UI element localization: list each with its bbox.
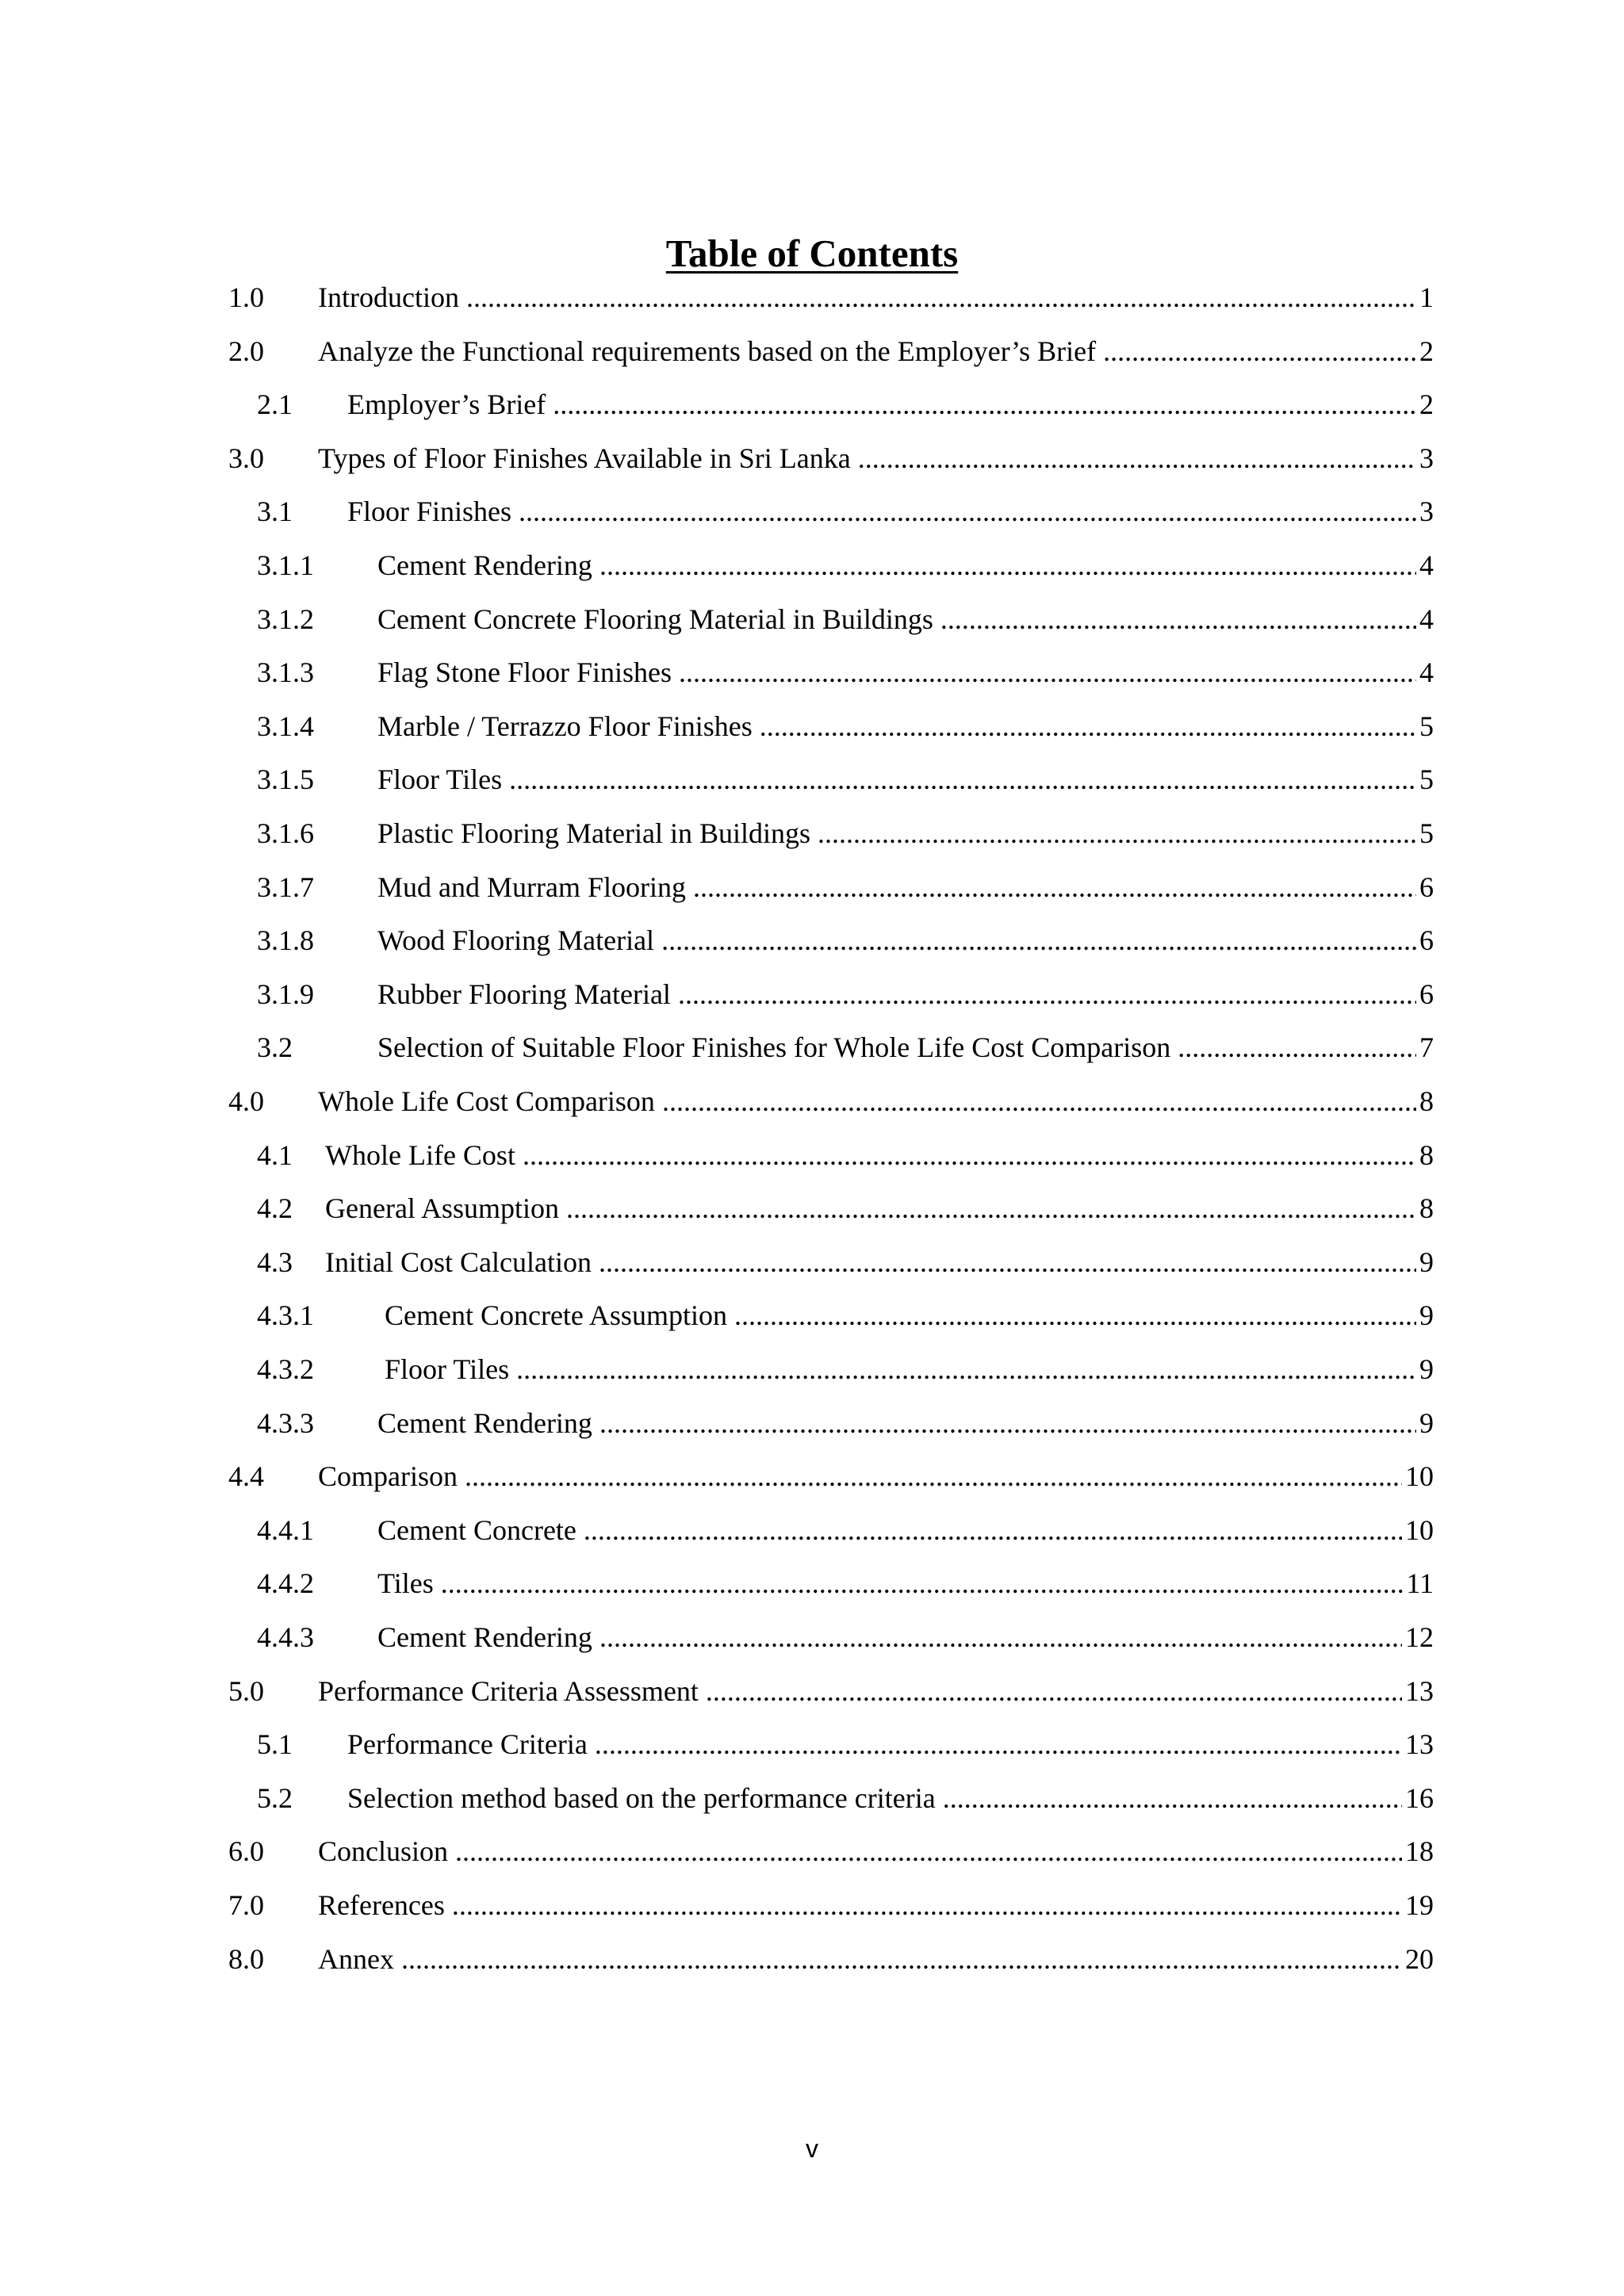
toc-entry-number: 4.1: [257, 1138, 293, 1171]
toc-entry-page: 8: [1416, 1135, 1434, 1175]
toc-entry-number: 3.1.9: [257, 978, 314, 1010]
toc-entry-title-wrap: [385, 1349, 1416, 1389]
toc-entry-page: 5: [1416, 813, 1434, 853]
toc-entry-page: 18: [1402, 1831, 1434, 1871]
toc-entry-page: 5: [1416, 760, 1434, 799]
toc-entry-page: 13: [1402, 1724, 1434, 1764]
toc-entry-title-wrap: [377, 920, 1416, 960]
toc-entry-number: 4.0: [228, 1085, 264, 1117]
toc-entry-page: 6: [1416, 920, 1434, 960]
toc-entry[interactable]: [0, 1939, 1624, 1979]
toc-entry-title: Selection method based on the performance criteria .....: [347, 1778, 1402, 1818]
toc-entry-title: Cement Concrete Flooring Material in Buildings .....: [377, 599, 1416, 639]
toc-entry[interactable]: [0, 385, 1624, 424]
toc-entry-page: 16: [1402, 1778, 1434, 1818]
toc-entry-title: Cement Concrete Assumption .....: [385, 1295, 1416, 1335]
toc-entry-number: 3.0: [228, 442, 264, 474]
toc-entry[interactable]: [0, 1295, 1624, 1335]
page-number: v: [806, 2134, 818, 2163]
toc-entry-page: 6: [1416, 974, 1434, 1014]
page-title: Table of Contents: [665, 232, 959, 275]
toc-entry-title-wrap: [347, 492, 1416, 531]
toc-entry-number: 7.0: [228, 1889, 264, 1921]
toc-entry-number: 2.0: [228, 335, 264, 367]
toc-entry-number: 4.4.1: [257, 1513, 314, 1546]
toc-entry-title: Flag Stone Floor Finishes .....: [377, 652, 1416, 692]
toc-entry-title: Marble / Terrazzo Floor Finishes .....: [377, 706, 1416, 746]
toc-entry[interactable]: [0, 706, 1624, 746]
toc-entry-title: Performance Criteria Assessment .....: [318, 1671, 1402, 1711]
toc-entry-title: Plastic Flooring Material in Buildings .....: [377, 813, 1416, 853]
toc-entry[interactable]: [0, 920, 1624, 960]
toc-entry-page: 9: [1416, 1295, 1434, 1335]
toc-entry-page: 8: [1416, 1188, 1434, 1228]
toc-entry-title: Mud and Murram Flooring .....: [377, 867, 1416, 907]
toc-entry-title-wrap: [325, 1135, 1416, 1175]
toc-entry-page: 4: [1416, 545, 1434, 585]
toc-entry[interactable]: [0, 1242, 1624, 1282]
toc-entry-title-wrap: [377, 599, 1416, 639]
toc-entry-title-wrap: [325, 1188, 1416, 1228]
toc-entry-number: 1.0: [228, 281, 264, 313]
toc-entry-number: 6.0: [228, 1835, 264, 1868]
toc-entry[interactable]: [0, 1617, 1624, 1657]
toc-entry-title-wrap: [318, 1939, 1402, 1979]
toc-entry[interactable]: [0, 974, 1624, 1014]
toc-entry-page: 2: [1416, 385, 1434, 424]
toc-entry-page: 10: [1402, 1510, 1434, 1550]
toc-entry-title: Cement Concrete .....: [377, 1510, 1402, 1550]
toc-entry[interactable]: [0, 331, 1624, 371]
toc-entry-number: 3.1.4: [257, 710, 314, 742]
toc-entry-page: 11: [1403, 1563, 1434, 1603]
toc-entry[interactable]: [0, 1831, 1624, 1871]
toc-entry-title: Introduction .....: [318, 277, 1416, 317]
toc-entry-page: 19: [1402, 1885, 1434, 1925]
toc-entry-title-wrap: [377, 974, 1416, 1014]
toc-entry-page: 6: [1416, 867, 1434, 907]
toc-entry-title: Whole Life Cost .....: [325, 1135, 1416, 1175]
toc-entry-title: Employer’s Brief .....: [347, 385, 1416, 424]
toc-entry-title-wrap: [325, 1242, 1416, 1282]
toc-entry-title-wrap: [318, 1671, 1402, 1711]
toc-entry-page: 5: [1416, 706, 1434, 746]
toc-entry-title-wrap: [377, 1617, 1402, 1657]
toc-entry-title: Wood Flooring Material .....: [377, 920, 1416, 960]
toc-entry-number: 3.2: [257, 1031, 293, 1064]
toc-entry[interactable]: [0, 1403, 1624, 1443]
toc-entry-number: 8.0: [228, 1942, 264, 1975]
toc-entry[interactable]: [0, 813, 1624, 853]
toc-entry[interactable]: [0, 1671, 1624, 1711]
toc-entry[interactable]: [0, 867, 1624, 907]
toc-entry[interactable]: [0, 1349, 1624, 1389]
toc-entry-page: 2: [1416, 331, 1434, 371]
toc-entry-title: Cement Rendering .....: [377, 1403, 1416, 1443]
toc-entry-title: General Assumption .....: [325, 1188, 1416, 1228]
toc-entry-title: Selection of Suitable Floor Finishes for Whole Life Cost Comparison .....: [377, 1027, 1416, 1067]
toc-entry-title-wrap: [347, 1724, 1402, 1764]
toc-entry-number: 3.1.2: [257, 603, 314, 635]
toc-entry-number: 3.1.7: [257, 871, 314, 903]
toc-entry-page: 4: [1416, 652, 1434, 692]
toc-entry-title-wrap: [377, 813, 1416, 853]
toc-entry-number: 3.1.6: [257, 817, 314, 849]
toc-entry-title: Performance Criteria .....: [347, 1724, 1402, 1764]
toc-entry-title: Cement Rendering .....: [377, 1617, 1402, 1657]
toc-entry[interactable]: [0, 545, 1624, 585]
toc-entry-title: References .....: [318, 1885, 1402, 1925]
toc-entry-title-wrap: [318, 438, 1416, 478]
toc-entry-title-wrap: [377, 1403, 1416, 1443]
toc-entry-number: 3.1.5: [257, 763, 314, 796]
toc-entry[interactable]: [0, 1188, 1624, 1228]
toc-entry-title: Initial Cost Calculation .....: [325, 1242, 1416, 1282]
toc-entry-title-wrap: [385, 1295, 1416, 1335]
toc-entry[interactable]: [0, 1563, 1624, 1603]
toc-entry-number: 4.4.2: [257, 1567, 314, 1600]
toc-entry-page: 1: [1416, 277, 1434, 317]
toc-entry-number: 3.1.1: [257, 549, 314, 581]
toc-entry-number: 3.1.3: [257, 656, 314, 689]
toc-entry-page: 9: [1416, 1349, 1434, 1389]
toc-entry-title: Types of Floor Finishes Available in Sri Lanka .....: [318, 438, 1416, 478]
toc-entry-title-wrap: [318, 331, 1416, 371]
toc-entry-title-wrap: [318, 1885, 1402, 1925]
toc-entry[interactable]: [0, 599, 1624, 639]
toc-entry-page: 20: [1402, 1939, 1434, 1979]
toc-entry-title: Cement Rendering .....: [377, 545, 1416, 585]
toc-entry-page: 12: [1402, 1617, 1434, 1657]
toc-entry-title-wrap: [377, 652, 1416, 692]
toc-entry[interactable]: [0, 1885, 1624, 1925]
toc-entry[interactable]: [0, 1456, 1624, 1496]
toc-entry-title-wrap: [318, 1831, 1402, 1871]
toc-entry-number: 4.4: [228, 1460, 264, 1493]
toc-entry-page: 9: [1416, 1403, 1434, 1443]
toc-entry-title-wrap: [377, 760, 1416, 799]
toc-entry-page: 3: [1416, 438, 1434, 478]
toc-entry-title: Whole Life Cost Comparison .....: [318, 1081, 1416, 1121]
toc-entry[interactable]: [0, 760, 1624, 799]
toc-entry-page: 4: [1416, 599, 1434, 639]
toc-entry-number: 2.1: [257, 388, 293, 421]
toc-entry[interactable]: [0, 277, 1624, 317]
toc-entry-title-wrap: [347, 385, 1416, 424]
toc-entry-number: 3.1.8: [257, 924, 314, 957]
toc-entry-number: 4.3: [257, 1246, 293, 1278]
toc-entry[interactable]: [0, 652, 1624, 692]
toc-entry-number: 5.0: [228, 1674, 264, 1707]
toc-entry[interactable]: [0, 1081, 1624, 1121]
toc-entry-title: Floor Finishes .....: [347, 492, 1416, 531]
toc-entry-page: 3: [1416, 492, 1434, 531]
toc-entry[interactable]: [0, 492, 1624, 531]
toc-entry-number: 4.3.3: [257, 1406, 314, 1439]
toc-entry-title-wrap: [347, 1778, 1402, 1818]
toc-entry-page: 9: [1416, 1242, 1434, 1282]
toc-entry-title-wrap: [377, 867, 1416, 907]
toc-entry-title-wrap: [377, 545, 1416, 585]
toc-entry[interactable]: [0, 1778, 1624, 1818]
toc-entry-title-wrap: [377, 706, 1416, 746]
toc-entry-number: 5.2: [257, 1781, 293, 1814]
toc-entry-number: 4.3.1: [257, 1299, 314, 1332]
toc-entry-page: 13: [1402, 1671, 1434, 1711]
toc-entry-title-wrap: [318, 277, 1416, 317]
toc-entry-page: 8: [1416, 1081, 1434, 1121]
toc-entry-title: Floor Tiles .....: [377, 760, 1416, 799]
toc-entry-title: Comparison .....: [318, 1456, 1402, 1496]
toc-entry[interactable]: [0, 1510, 1624, 1550]
toc-entry-title: Conclusion .....: [318, 1831, 1402, 1871]
toc-entry-title: Rubber Flooring Material .....: [377, 974, 1416, 1014]
toc-entry-number: 3.1: [257, 496, 293, 528]
toc-entry-number: 5.1: [257, 1728, 293, 1761]
toc-entry-title-wrap: [318, 1081, 1416, 1121]
toc-entry-title-wrap: [377, 1563, 1403, 1603]
toc-entry-title-wrap: [377, 1510, 1402, 1550]
toc-entry-page: 7: [1416, 1027, 1434, 1067]
toc-entry-page: 10: [1402, 1456, 1434, 1496]
toc-entry-title-wrap: [318, 1456, 1402, 1496]
toc-entry-number: 4.2: [257, 1192, 293, 1225]
toc-entry[interactable]: [0, 1135, 1624, 1175]
toc-entry-title-wrap: [377, 1027, 1416, 1067]
toc-entry[interactable]: [0, 1027, 1624, 1067]
toc-entry-title: Floor Tiles .....: [385, 1349, 1416, 1389]
toc-entry-title: Annex .....: [318, 1939, 1402, 1979]
toc-entry-number: 4.4.3: [257, 1621, 314, 1653]
toc-entry-title: Analyze the Functional requirements based on the Employer’s Brief .....: [318, 331, 1416, 371]
toc-entry[interactable]: [0, 438, 1624, 478]
toc-entry[interactable]: [0, 1724, 1624, 1764]
toc-entry-number: 4.3.2: [257, 1353, 314, 1385]
toc-entry-title: Tiles .....: [377, 1563, 1403, 1603]
